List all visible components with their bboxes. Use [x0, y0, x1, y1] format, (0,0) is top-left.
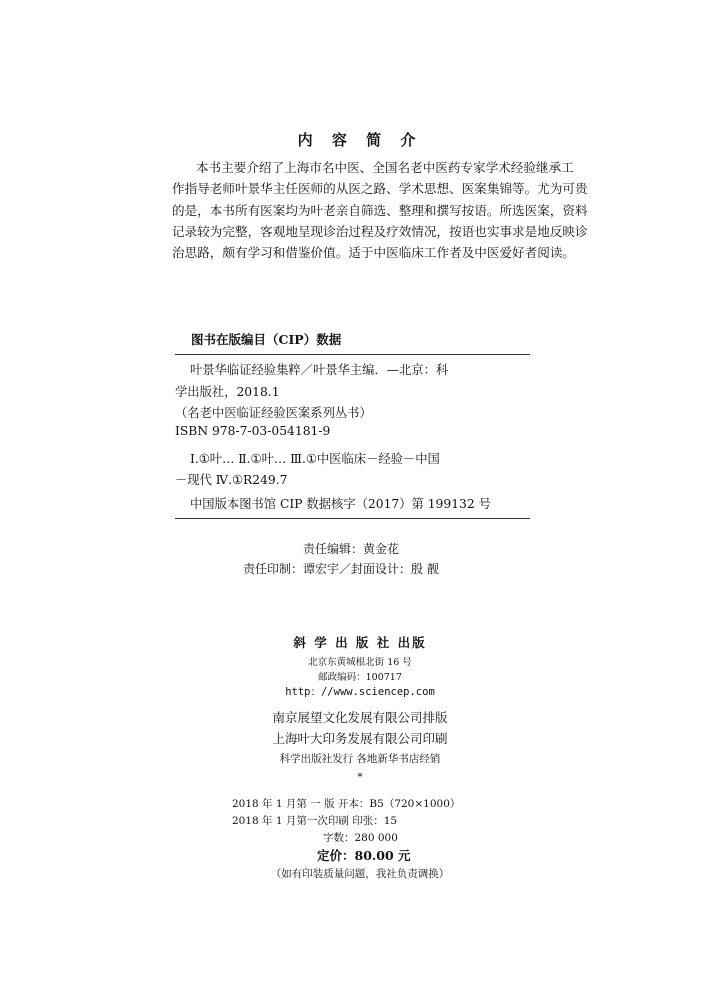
cip-line-2: 学出版社，2018.1 [175, 385, 280, 399]
distribution: 科学出版社发行 各地新华书店经销 [279, 753, 441, 765]
cip-record-number: 中国版本图书馆 CIP 数据核字（2017）第 199132 号 [190, 497, 491, 511]
publisher-postcode: 邮政编码：100717 [318, 672, 402, 683]
publisher-name: 斜 学 出 版 社 出版 [293, 635, 427, 650]
summary-paragraph [172, 157, 588, 263]
edition-info: 2018 年 1 月第 一 版 开本：B5（720×1000） [232, 798, 461, 810]
publisher-url: http：//www.sciencep.com [285, 686, 435, 698]
publisher-address: 北京东黄城根北街 16 号 [308, 657, 412, 668]
word-count: 字数：280 000 [323, 832, 398, 844]
summary-line: 本书主要介绍了上海市名中医、全国名老中医药专家学术经验继承工 [195, 160, 574, 175]
summary-line: 治思路，颇有学习和借鉴价值。适于中医临床工作者及中医爱好者阅读。 [172, 245, 575, 261]
printer: 上海叶大印务发展有限公司印刷 [272, 731, 448, 746]
summary-line: 记录较为完整，客观地呈现诊治过程及疗效情况，按语也实事求是地反映诊 [172, 223, 588, 239]
printing-info: 2018 年 1 月第一次印刷 印张：15 [232, 815, 398, 827]
cip-classification-2: －现代 Ⅳ.①R249.7 [175, 473, 288, 487]
cip-title: 图书在版编目（CIP）数据 [191, 332, 342, 347]
print-and-cover-design: 责任印制：谭宏宇／封面设计：殷 靓 [243, 562, 439, 576]
typesetter: 南京展望文化发展有限公司排版 [272, 710, 448, 725]
cip-series: （名老中医临证经验医案系列丛书） [175, 406, 372, 420]
price: 定价：80.00 元 [317, 848, 411, 863]
summary-line: 的是，本书所有医案均为叶老亲自筛选、整理和撰写按语。所选医案，资料 [172, 202, 588, 218]
cip-line-1: 叶景华临证经验集粹／叶景华主编．—北京：科 [190, 363, 449, 377]
summary-line: 作指导老师叶景华主任医师的从医之路、学术思想、医案集锦等。尤为可贵 [172, 181, 588, 197]
quality-notice: （如有印装质量问题，我社负责调换） [270, 868, 450, 880]
summary-title: 内 容 简 介 [297, 131, 423, 149]
cip-bottom-rule [175, 518, 530, 519]
separator-star: * [357, 771, 363, 783]
cip-top-rule [175, 354, 530, 355]
responsible-editor: 责任编辑：黄金花 [303, 542, 400, 556]
cip-classification-1: Ⅰ.①叶… Ⅱ.①叶… Ⅲ.①中医临床－经验－中国 [190, 452, 440, 466]
cip-isbn: ISBN 978-7-03-054181-9 [175, 424, 331, 438]
